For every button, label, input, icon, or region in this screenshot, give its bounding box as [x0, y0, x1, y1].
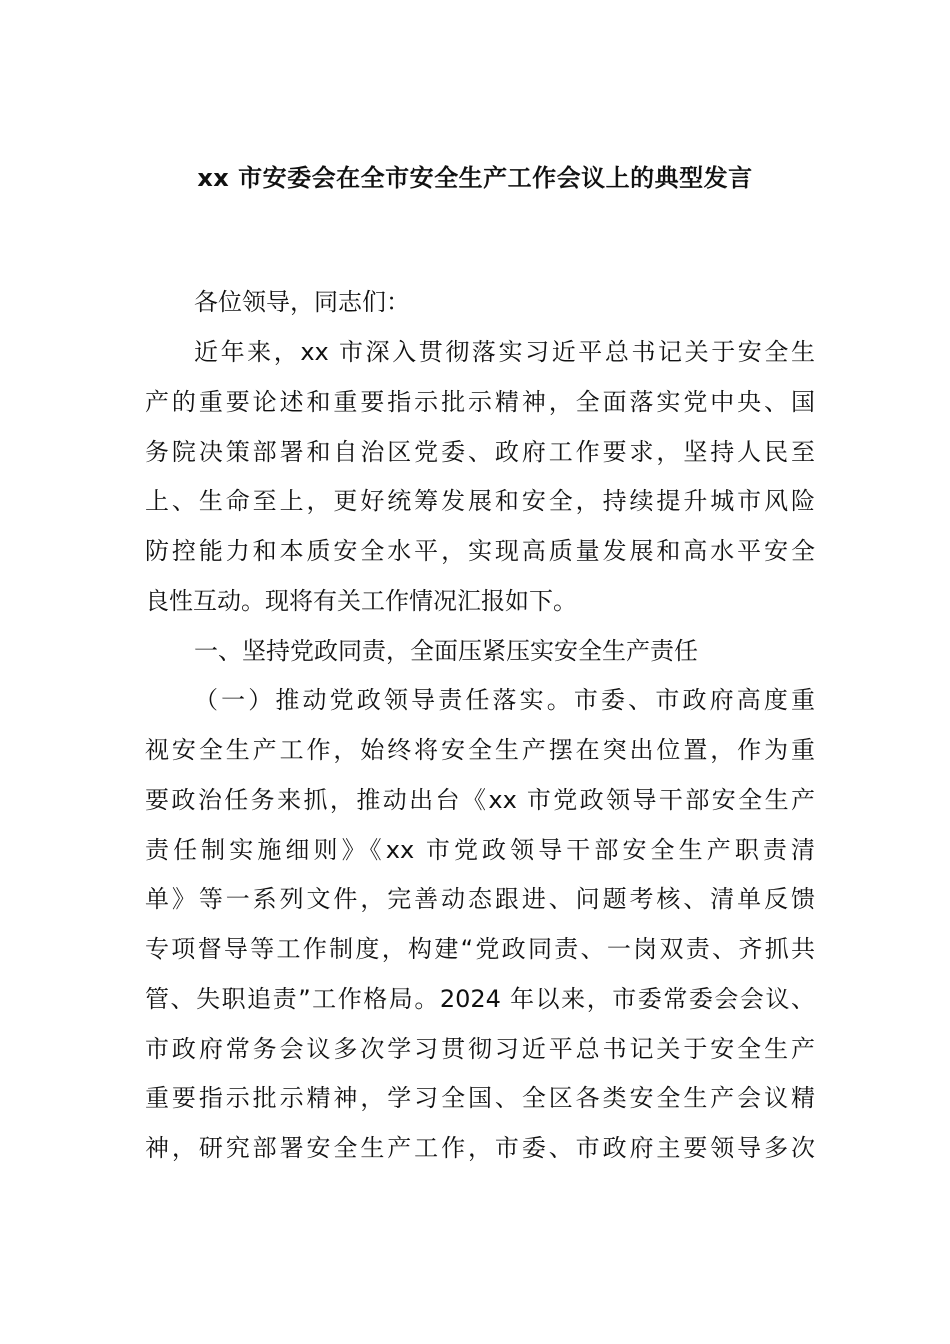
- section-heading: 一、坚持党政同责，全面压紧压实安全生产责任: [194, 637, 698, 665]
- paragraph-line: 市政府常务会议多次学习贯彻习近平总书记关于安全生产: [145, 1035, 815, 1063]
- paragraph-line: 要政治任务来抓，推动出台《xx 市党政领导干部安全生产: [145, 786, 815, 814]
- paragraph-line: 产的重要论述和重要指示批示精神，全面落实党中央、国: [145, 388, 815, 416]
- paragraph-line: 上、生命至上，更好统筹发展和安全，持续提升城市风险: [145, 487, 815, 515]
- paragraph-line: （一）推动党政领导责任落实。市委、市政府高度重: [194, 686, 815, 714]
- document-title: xx 市安委会在全市安全生产工作会议上的典型发言: [197, 164, 753, 192]
- paragraph-line: 良性互动。现将有关工作情况汇报如下。: [145, 587, 577, 615]
- paragraph-line: 管、失职追责”工作格局。2024 年以来，市委常委会会议、: [145, 985, 815, 1013]
- paragraph-line: 责任制实施细则》《xx 市党政领导干部安全生产职责清: [145, 836, 815, 864]
- paragraph-line: 单》等一系列文件，完善动态跟进、问题考核、清单反馈: [145, 885, 815, 913]
- paragraph-line: 防控能力和本质安全水平，实现高质量发展和高水平安全: [145, 537, 815, 565]
- paragraph-line: 视安全生产工作，始终将安全生产摆在突出位置，作为重: [145, 736, 815, 764]
- paragraph-line: 务院决策部署和自治区党委、政府工作要求，坚持人民至: [145, 438, 815, 466]
- salutation-line: 各位领导，同志们：: [194, 288, 410, 316]
- paragraph-line: 近年来，xx 市深入贯彻落实习近平总书记关于安全生: [194, 338, 815, 366]
- paragraph-line: 专项督导等工作制度，构建“党政同责、一岗双责、齐抓共: [145, 935, 815, 963]
- paragraph-line: 重要指示批示精神，学习全国、全区各类安全生产会议精: [145, 1084, 815, 1112]
- paragraph-line: 神，研究部署安全生产工作，市委、市政府主要领导多次: [145, 1134, 815, 1162]
